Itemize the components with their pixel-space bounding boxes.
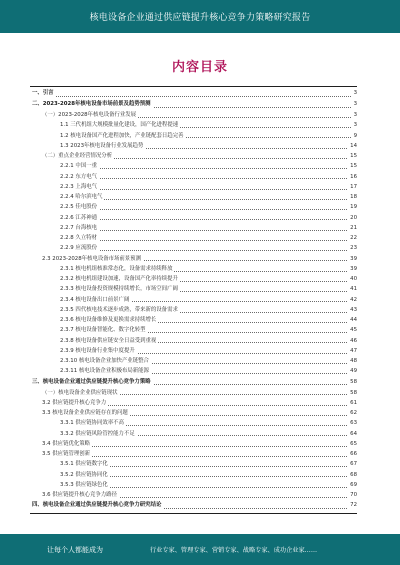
dot-leader — [60, 189, 351, 190]
toc-entry-page: 47 — [348, 346, 357, 356]
toc-entry-page: 3 — [352, 99, 357, 110]
toc-entry-text: 2.2.2 东方电气 — [60, 172, 99, 182]
toc-entry-text: 3.5 供应链管理创新 — [42, 449, 92, 459]
toc-entry[interactable] — [30, 408, 357, 418]
toc-entry-page: 45 — [348, 325, 357, 335]
toc-entry-page: 58 — [348, 377, 357, 388]
toc-entry[interactable] — [30, 274, 357, 284]
toc-entry-page: 63 — [348, 418, 357, 428]
toc-entry-text: 2.2.7 台海核电 — [60, 223, 99, 233]
toc-entry[interactable] — [30, 480, 357, 490]
toc-entry-page: 68 — [348, 470, 357, 480]
toc-entry-page: 16 — [348, 172, 357, 182]
toc-entry[interactable] — [30, 223, 357, 233]
toc-entry[interactable] — [30, 418, 357, 428]
toc-entry-text: 2.3.9 核电设备行业集中度提升 — [60, 346, 137, 356]
toc-entry-page: 39 — [348, 254, 357, 264]
toc-entry-page: 65 — [348, 439, 357, 449]
toc-entry-text: 二、2023-2028年核电设备市场前景及趋势预测 — [32, 99, 153, 110]
toc-entry-text: 四、核电设备企业通过供应链提升核心竞争力研究结论 — [32, 500, 163, 511]
toc-entry-text: 2.2.1 中国一重 — [60, 161, 99, 171]
toc-entry-page: 19 — [348, 202, 357, 212]
toc-entry[interactable] — [30, 377, 357, 388]
toc-entry-page: 49 — [348, 366, 357, 376]
toc-entry-page: 23 — [348, 243, 357, 253]
toc-entry[interactable] — [30, 459, 357, 469]
toc-entry-text: 3.4 供应链优化策略 — [42, 439, 92, 449]
toc-entry-text: 一、引言 — [32, 88, 56, 99]
toc-bottom-rule — [30, 513, 357, 514]
dot-leader — [60, 209, 351, 210]
toc-entry-text: 2.2.3 上海电气 — [60, 182, 99, 192]
toc-entry[interactable] — [30, 141, 357, 151]
report-title: 核电设备企业通过供应链提升核心竞争力策略研究报告 — [89, 13, 311, 23]
toc-entry[interactable] — [30, 213, 357, 223]
header-bar — [0, 0, 400, 33]
toc-entry-page: 70 — [348, 490, 357, 500]
toc-entry[interactable] — [30, 366, 357, 376]
toc-entry-text: 2.2.4 哈尔滨电气 — [60, 192, 104, 202]
toc-entry-page: 43 — [348, 305, 357, 315]
toc-entry[interactable] — [30, 110, 357, 120]
toc-entry-page: 64 — [348, 429, 357, 439]
toc-entry[interactable] — [30, 346, 357, 356]
toc-entry[interactable] — [30, 161, 357, 171]
toc-entry-text: 2.3.4 核电设备出口前景广阔 — [60, 295, 131, 305]
footer-roles: 行业专家、管理专家、营销专家、战略专家、成功企业家…… — [150, 547, 318, 554]
toc-entry[interactable] — [30, 192, 357, 202]
dot-leader — [60, 240, 351, 241]
toc-entry-text: 2.3.8 核电设备供应链安全日益受到重视 — [60, 336, 158, 346]
toc-entry[interactable] — [30, 202, 357, 212]
toc-entry-text: 2.3 2023-2028年核电设备市场前景预测 — [42, 254, 143, 264]
toc-entry[interactable] — [30, 182, 357, 192]
toc-entry-text: 2.2.9 应流股份 — [60, 243, 99, 253]
toc-entry[interactable] — [30, 120, 357, 130]
toc-entry-text: 2.3.6 核电设备维修及更换需求持续增长 — [60, 315, 158, 325]
toc-entry[interactable] — [30, 490, 357, 500]
dot-leader — [60, 219, 351, 220]
toc-entry-page: 67 — [348, 459, 357, 469]
toc-entry-page: 48 — [348, 356, 357, 366]
toc-entry-page: 62 — [348, 408, 357, 418]
toc-entry[interactable] — [30, 305, 357, 315]
toc-entry[interactable] — [30, 315, 357, 325]
toc-entry-text: 3.5.1 供应链数字化 — [60, 459, 110, 469]
toc-entry-text: 3.3 核电设备企业供应链存在的问题 — [42, 408, 130, 418]
toc-entry-text: 3.3.1 供应链协同效率不高 — [60, 418, 126, 428]
toc-entry[interactable] — [30, 325, 357, 335]
toc-entry[interactable] — [30, 336, 357, 346]
toc-entry[interactable] — [30, 388, 357, 398]
toc-entry[interactable] — [30, 500, 357, 511]
dot-leader — [60, 178, 351, 179]
toc-entry-text: 2.3.5 四代核电技术逐步成熟，带来新的设备需求 — [60, 305, 180, 315]
toc-entry-page: 3 — [352, 88, 357, 99]
toc-entry-text: 2.2.5 佳电股份 — [60, 202, 99, 212]
table-of-contents — [30, 88, 357, 511]
toc-entry-page: 15 — [348, 151, 357, 161]
toc-entry-page: 46 — [348, 336, 357, 346]
toc-entry-page: 42 — [348, 295, 357, 305]
toc-entry[interactable] — [30, 131, 357, 141]
toc-entry[interactable] — [30, 356, 357, 366]
toc-entry[interactable] — [30, 172, 357, 182]
toc-entry-page: 15 — [348, 161, 357, 171]
toc-entry[interactable] — [30, 233, 357, 243]
toc-heading: 内容目录 — [171, 60, 228, 75]
toc-entry[interactable] — [30, 284, 357, 294]
footer-bar — [0, 534, 400, 565]
toc-entry-page: 21 — [348, 223, 357, 233]
toc-entry-text: 2.3.1 核电机组核准常态化，设备需求持续释放 — [60, 264, 174, 274]
dot-leader — [32, 96, 351, 97]
toc-entry-text: 2.3.7 核电设备智能化、数字化转型 — [60, 325, 148, 335]
toc-entry[interactable] — [30, 151, 357, 161]
toc-entry-text: 2.2.6 江苏神通 — [60, 213, 99, 223]
toc-entry-text: 3.2 供应链提升核心竞争力 — [42, 398, 108, 408]
toc-entry-text: 2.3.2 核电机组建设加速，设备国产化率持续提升 — [60, 274, 180, 284]
dot-leader — [60, 250, 351, 251]
toc-entry[interactable] — [30, 429, 357, 439]
toc-entry[interactable] — [30, 243, 357, 253]
toc-entry-text: 3.6 供应链提升核心竞争力路径 — [42, 490, 119, 500]
dot-leader — [60, 230, 351, 231]
toc-entry-page: 17 — [348, 182, 357, 192]
toc-entry-page: 41 — [348, 284, 357, 294]
toc-entry[interactable] — [30, 449, 357, 459]
toc-entry[interactable] — [30, 88, 357, 99]
toc-entry-page: 61 — [348, 398, 357, 408]
toc-entry-page: 3 — [352, 110, 357, 120]
toc-entry-text: 2.3.10 核电设备企业加快产业链整合 — [60, 356, 151, 366]
toc-entry[interactable] — [30, 470, 357, 480]
toc-entry-page: 44 — [348, 315, 357, 325]
toc-entry[interactable] — [30, 439, 357, 449]
toc-entry-text: （二）重点企业经营情况分析 — [42, 151, 114, 161]
toc-entry-page: 69 — [348, 480, 357, 490]
toc-entry-page: 22 — [348, 233, 357, 243]
toc-entry-text: 3.5.2 供应链协同化 — [60, 470, 110, 480]
toc-entry-text: 1.1 三代机组大规模批量化建设，国产化进程提速 — [60, 120, 180, 130]
toc-entry-text: 1.2 核电设备国产化进程加快，产业链配套日趋完善 — [60, 131, 186, 141]
toc-top-rule — [30, 86, 357, 87]
dot-leader — [60, 168, 351, 169]
toc-entry-text: 3.3.2 供应链风险管控能力不足 — [60, 429, 137, 439]
toc-entry-text: 三、核电设备企业通过供应链提升核心竞争力策略 — [32, 377, 153, 388]
toc-entry-text: 1.3 2023年核电设备行业发展趋势 — [60, 141, 145, 151]
toc-entry-text: （一）2023-2028年核电设备行业发展 — [42, 110, 138, 120]
toc-entry-page: 14 — [348, 141, 357, 151]
toc-entry-text: 2.3.3 核电设备投资规模持续增长，市场空间广阔 — [60, 284, 180, 294]
toc-entry[interactable] — [30, 254, 357, 264]
toc-entry-text: （一）核电设备企业供应链现状 — [42, 388, 119, 398]
toc-entry[interactable] — [30, 99, 357, 110]
toc-entry[interactable] — [30, 264, 357, 274]
toc-entry-page: 39 — [348, 264, 357, 274]
toc-entry-page: 58 — [348, 388, 357, 398]
toc-entry-text: 3.5.3 供应链绿色化 — [60, 480, 110, 490]
toc-entry-page: 9 — [352, 131, 357, 141]
toc-entry[interactable] — [30, 295, 357, 305]
toc-entry-text: 2.2.8 久立特材 — [60, 233, 99, 243]
toc-entry-page: 20 — [348, 213, 357, 223]
toc-entry-page: 40 — [348, 274, 357, 284]
footer-slogan: 让每个人都能成为 — [47, 546, 103, 554]
toc-entry[interactable] — [30, 398, 357, 408]
toc-entry-page: 66 — [348, 449, 357, 459]
toc-entry-page: 18 — [348, 192, 357, 202]
toc-entry-page: 3 — [352, 120, 357, 130]
toc-entry-page: 72 — [348, 500, 357, 511]
toc-entry-text: 2.3.11 核电设备企业积极布局新能源 — [60, 366, 151, 376]
